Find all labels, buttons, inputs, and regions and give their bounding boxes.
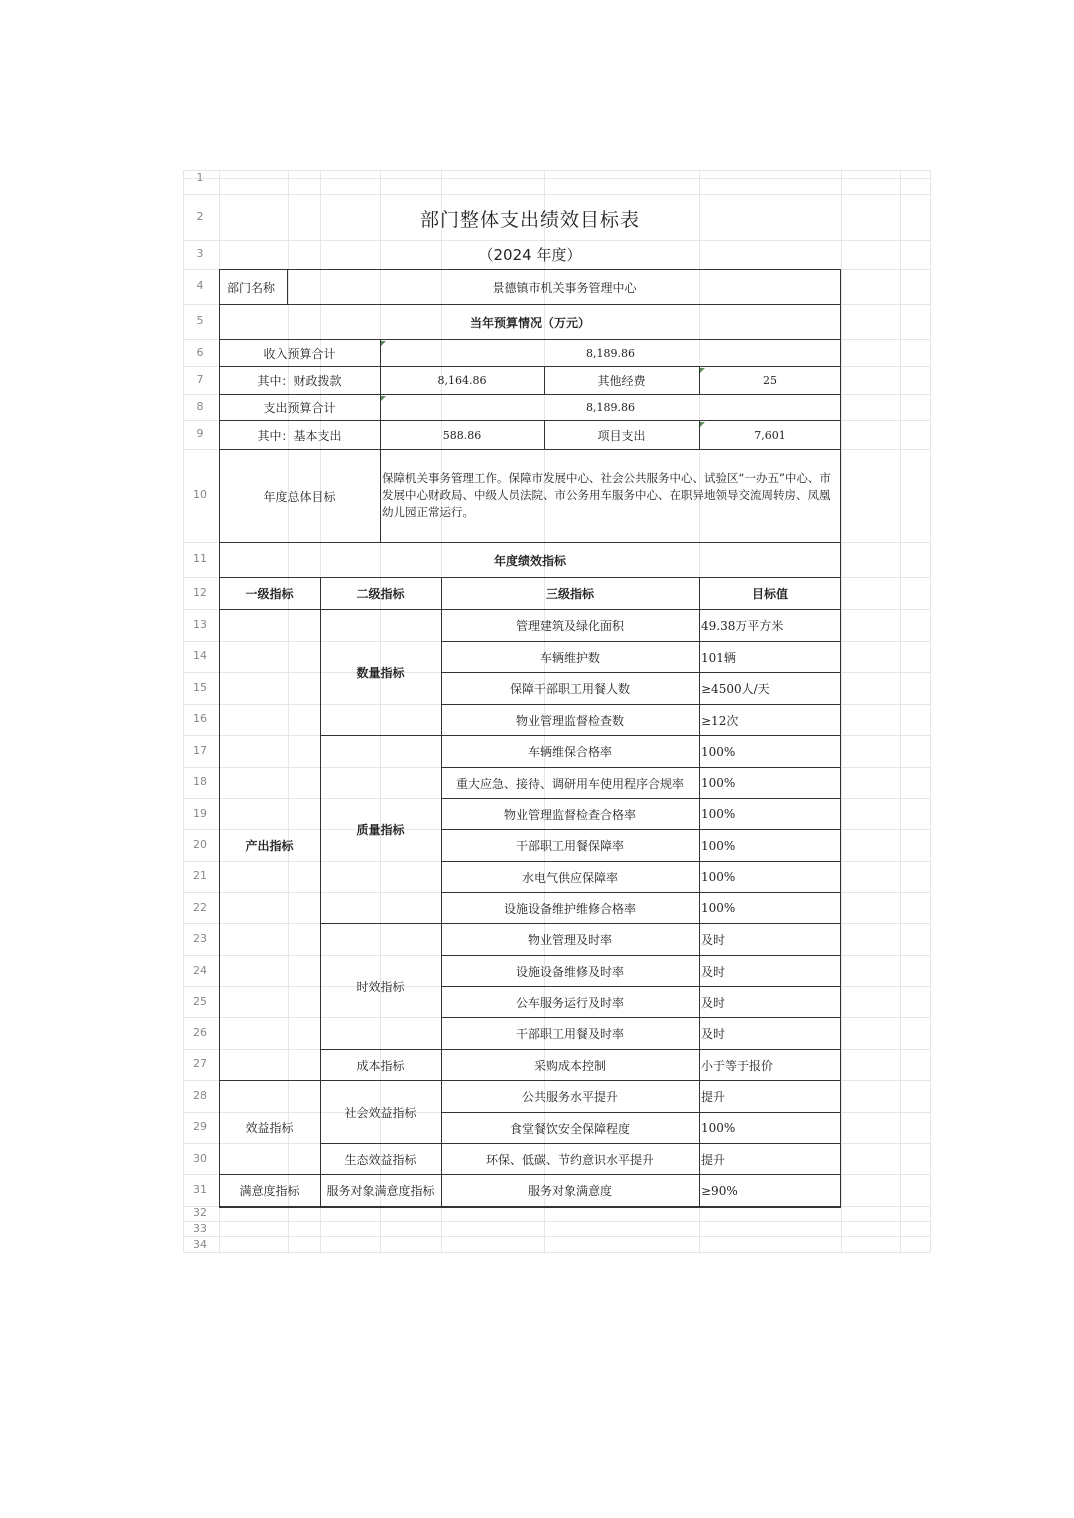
row-number[interactable]: 17 (193, 744, 207, 757)
expense-total-label: 支出预算合计 (263, 401, 336, 415)
table-border-line (441, 892, 841, 893)
row-number[interactable]: 21 (193, 869, 207, 882)
table-border-line (219, 577, 841, 578)
grid-line-horizontal (183, 1221, 930, 1222)
indicator-target: 100% (701, 1121, 736, 1135)
income-total-value: 8,189.86 (586, 346, 635, 360)
table-border-line (219, 269, 220, 1206)
table-border-line (219, 339, 841, 340)
cell-note-marker (381, 341, 386, 346)
indicator-target: 提升 (701, 1090, 726, 1104)
level2-quantity: 数量指标 (356, 666, 405, 680)
spreadsheet-sheet (183, 170, 930, 1252)
row-number[interactable]: 18 (193, 775, 207, 788)
row-number[interactable]: 33 (193, 1222, 207, 1235)
table-border-line (441, 704, 841, 705)
indicator-name: 干部职工用餐及时率 (515, 1027, 624, 1041)
indicator-name: 干部职工用餐保障率 (515, 839, 624, 853)
row-number[interactable]: 12 (193, 586, 207, 599)
indicator-name: 食堂餐饮安全保障程度 (509, 1121, 630, 1136)
indicator-name: 设施设备维护维修合格率 (503, 901, 636, 916)
indicator-target: 100% (701, 838, 736, 853)
indicator-name: 设施设备维修及时率 (515, 964, 624, 979)
row-number[interactable]: 2 (196, 210, 204, 223)
indicator-name: 物业管理监督检查合格率 (503, 807, 636, 822)
indicator-target: ≥4500人/天 (701, 682, 770, 696)
row-number[interactable]: 22 (193, 901, 207, 914)
table-border-line (219, 420, 841, 421)
row-number[interactable]: 9 (196, 427, 204, 440)
indicator-target: 101辆 (701, 650, 736, 665)
row-number[interactable]: 7 (196, 373, 204, 386)
table-border-line (219, 1206, 841, 1208)
grid-line-horizontal (183, 170, 930, 171)
fiscal-label: 其中：财政拨款 (257, 374, 342, 388)
table-border-line (219, 542, 841, 543)
table-border-line (320, 735, 841, 736)
cell-note-marker (700, 422, 705, 427)
table-border-line (441, 578, 442, 1206)
table-border-line (441, 798, 841, 799)
indicator-name: 物业管理及时率 (527, 933, 612, 947)
fiscal-value: 8,164.86 (437, 374, 487, 387)
table-border-line (219, 366, 841, 367)
row-number[interactable]: 19 (193, 807, 207, 820)
col-header-level1: 一级指标 (245, 587, 294, 601)
expense-total-value: 8,189.86 (586, 401, 635, 414)
table-border-line (441, 861, 841, 862)
table-border-line (219, 394, 841, 395)
indicator-target: ≥12次 (701, 713, 739, 728)
row-number[interactable]: 32 (193, 1206, 207, 1219)
row-number[interactable]: 8 (196, 400, 204, 413)
table-border-line (441, 829, 841, 830)
table-border-line (219, 609, 841, 610)
indicator-name: 车辆维保合格率 (527, 745, 612, 759)
level2-social-benefit: 社会效益指标 (344, 1105, 417, 1120)
table-border-line (441, 986, 841, 987)
budget-header: 当年预算情况（万元） (469, 315, 590, 330)
annual-goal-text: 保障机关事务管理工作。保障市发展中心、社会公共服务中心、试验区“一办五”中心、市发展中心财政局、中级人员法院、市公务用车服务中心、在职异地领导交流周转房、凤凰幼儿园正常运行。 (382, 471, 831, 519)
indicator-name: 车辆维护数 (539, 650, 600, 665)
table-border-line (320, 923, 841, 924)
level2-cost: 成本指标 (356, 1058, 405, 1073)
row-number[interactable]: 15 (193, 681, 207, 694)
level1-output: 产出指标 (245, 838, 294, 853)
project-expense-value: 7,601 (754, 428, 786, 442)
indicator-target: 100% (701, 807, 736, 821)
level2-timeliness: 时效指标 (356, 980, 405, 994)
indicator-name: 服务对象满意度 (527, 1184, 612, 1198)
row-number[interactable]: 11 (193, 552, 207, 565)
row-number[interactable]: 28 (193, 1089, 207, 1102)
indicator-target: 49.38万平方米 (701, 619, 784, 633)
row-number[interactable]: 25 (193, 995, 207, 1008)
indicator-target: 小于等于报价 (701, 1058, 774, 1073)
indicator-target: ≥90% (701, 1183, 738, 1198)
col-header-level2: 二级指标 (356, 587, 405, 601)
other-funds-label: 其他经费 (597, 374, 646, 388)
basic-expense-label: 其中：基本支出 (257, 428, 342, 443)
table-border-line (219, 269, 841, 270)
row-number[interactable]: 23 (193, 932, 207, 945)
row-number[interactable]: 14 (193, 649, 207, 662)
indicator-name: 环保、低碳、节约意识水平提升 (485, 1152, 654, 1167)
grid-line-vertical (930, 170, 931, 1252)
indicator-target: 及时 (701, 964, 726, 979)
grid-line-horizontal (183, 1236, 930, 1237)
level1-benefit: 效益指标 (245, 1121, 294, 1135)
grid-line-horizontal (183, 1252, 930, 1253)
table-border-line (441, 641, 841, 642)
col-header-target: 目标值 (751, 587, 788, 601)
indicator-target: 及时 (701, 933, 726, 947)
basic-expense-value: 588.86 (442, 428, 482, 442)
page-title: 部门整体支出绩效目标表 (419, 208, 640, 231)
indicator-name: 物业管理监督检查数 (515, 713, 624, 728)
table-border-line (441, 767, 841, 768)
level2-client-satisfaction: 服务对象满意度指标 (326, 1184, 435, 1198)
row-number[interactable]: 31 (193, 1183, 207, 1196)
table-border-line (441, 1017, 841, 1018)
indicator-target: 100% (701, 744, 736, 759)
table-border-line (287, 270, 288, 304)
dept-label: 部门名称 (227, 280, 276, 295)
table-border-line (320, 578, 321, 1206)
indicator-target: 100% (701, 870, 736, 884)
grid-line-vertical (841, 170, 842, 1252)
table-border-line (219, 1174, 841, 1175)
indicator-name: 水电气供应保障率 (521, 870, 618, 885)
table-border-line (441, 672, 841, 673)
row-number[interactable]: 29 (193, 1120, 207, 1133)
table-border-line (544, 367, 545, 394)
indicator-target: 100% (701, 901, 736, 915)
row-number[interactable]: 30 (193, 1152, 207, 1165)
indicator-name: 采购成本控制 (533, 1058, 606, 1073)
annual-goal-label: 年度总体目标 (263, 489, 336, 504)
indicator-target: 100% (701, 776, 736, 790)
table-border-line (441, 1112, 841, 1113)
table-border-line (380, 340, 381, 542)
income-total-label: 收入预算合计 (263, 346, 336, 361)
row-number[interactable]: 34 (193, 1238, 207, 1251)
row-number[interactable]: 5 (196, 314, 204, 327)
row-number[interactable]: 1 (196, 171, 204, 184)
row-number[interactable]: 10 (193, 488, 207, 501)
row-number[interactable]: 27 (193, 1057, 207, 1070)
table-border-line (219, 304, 841, 305)
dept-name-value: 景德镇市机关事务管理中心 (492, 280, 637, 295)
indicator-name: 公车服务运行及时率 (515, 995, 624, 1010)
table-border-line (219, 449, 841, 450)
indicator-target: 及时 (701, 1027, 726, 1041)
other-funds-value: 25 (763, 374, 777, 387)
row-number[interactable]: 6 (196, 346, 204, 359)
cell-note-marker (381, 396, 386, 401)
level2-quality: 质量指标 (356, 823, 405, 837)
row-number[interactable]: 16 (193, 712, 207, 725)
table-border-line (840, 269, 841, 1206)
grid-line-horizontal (183, 194, 930, 195)
cell-note-marker (700, 368, 705, 373)
table-border-line (544, 421, 545, 449)
indicator-name: 重大应急、接待、调研用车使用程序合规率 (455, 776, 684, 791)
level2-eco-benefit: 生态效益指标 (344, 1152, 417, 1167)
project-expense-label: 项目支出 (597, 428, 646, 443)
indicator-target: 及时 (701, 995, 726, 1010)
row-number[interactable]: 13 (193, 618, 207, 631)
row-number[interactable]: 26 (193, 1026, 207, 1039)
grid-line-horizontal (183, 178, 930, 179)
level1-satisfaction: 满意度指标 (239, 1184, 300, 1198)
indicator-name: 公共服务水平提升 (521, 1090, 618, 1104)
row-number[interactable]: 24 (193, 964, 207, 977)
table-border-line (441, 955, 841, 956)
row-number[interactable]: 20 (193, 838, 207, 851)
indicator-target: 提升 (701, 1152, 726, 1167)
table-border-line (219, 1080, 841, 1081)
table-border-line (320, 1049, 841, 1050)
table-border-line (320, 1143, 841, 1144)
table-border-line (699, 578, 700, 1206)
perf-header: 年度绩效指标 (493, 553, 566, 568)
row-number[interactable]: 4 (196, 279, 204, 292)
grid-line-vertical (900, 170, 901, 1252)
page-subtitle: （2024 年度） (478, 245, 582, 264)
indicator-name: 保障干部职工用餐人数 (509, 682, 630, 696)
col-header-level3: 三级指标 (545, 587, 594, 601)
row-number[interactable]: 3 (196, 247, 204, 260)
indicator-name: 管理建筑及绿化面积 (515, 619, 624, 633)
